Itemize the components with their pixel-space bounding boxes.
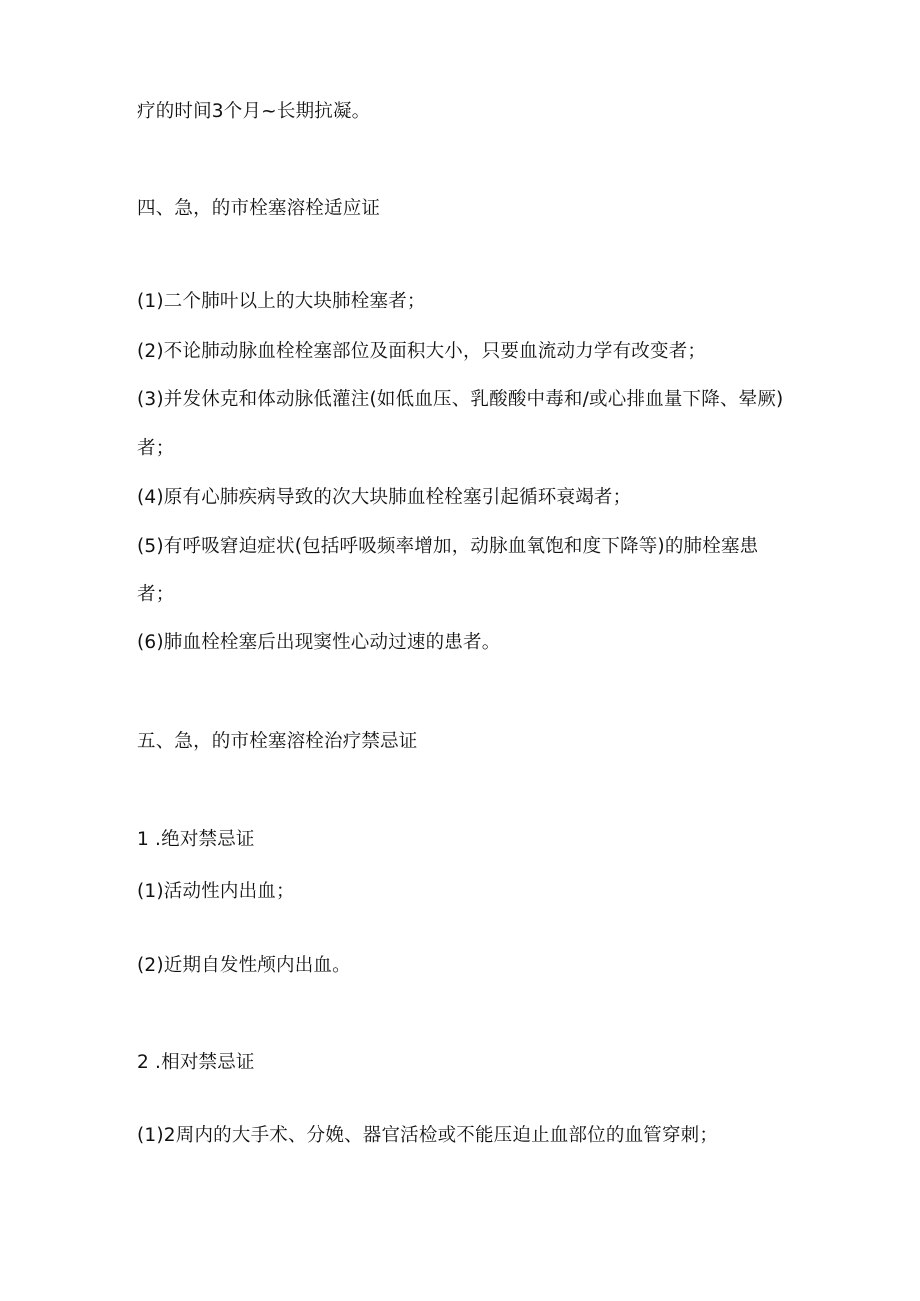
list-item-6: (6)肺血栓栓塞后出现窦性心动过速的患者。 bbox=[137, 632, 501, 653]
list-item-5: (5)有呼吸窘迫症状(包括呼吸频率增加，动脉血氧饱和度下降等)的肺栓塞患 bbox=[137, 536, 759, 557]
text-line-continuation: 疗的时间3个月~长期抗凝。 bbox=[137, 101, 371, 122]
list-item-2: (2)不论肺动脉血栓栓塞部位及面积大小，只要血流动力学有改变者； bbox=[137, 341, 707, 362]
list-item-5-continuation: 者； bbox=[137, 584, 175, 605]
absolute-item-1: (1)活动性内出血； bbox=[137, 881, 295, 902]
section-heading-four: 四、急，的市栓塞溶栓适应证 bbox=[137, 198, 381, 219]
list-item-1: (1)二个肺叶以上的大块肺栓塞者； bbox=[137, 291, 426, 312]
subheading-relative-contraindications: 2 .相对禁忌证 bbox=[137, 1052, 255, 1073]
absolute-item-2: (2)近期自发性颅内出血。 bbox=[137, 955, 351, 976]
section-heading-five: 五、急，的市栓塞溶栓治疗禁忌证 bbox=[137, 731, 418, 752]
list-item-4: (4)原有心肺疾病导致的次大块肺血栓栓塞引起循环衰竭者； bbox=[137, 487, 632, 508]
list-item-3-continuation: 者； bbox=[137, 438, 175, 459]
subheading-absolute-contraindications: 1 .绝对禁忌证 bbox=[137, 829, 255, 850]
relative-item-1: (1)2周内的大手术、分娩、器官活检或不能压迫止血部位的血管穿刺； bbox=[137, 1125, 719, 1146]
list-item-3: (3)并发休克和体动脉低灌注(如低血压、乳酸酸中毒和/或心排血量下降、晕厥) bbox=[137, 389, 784, 410]
